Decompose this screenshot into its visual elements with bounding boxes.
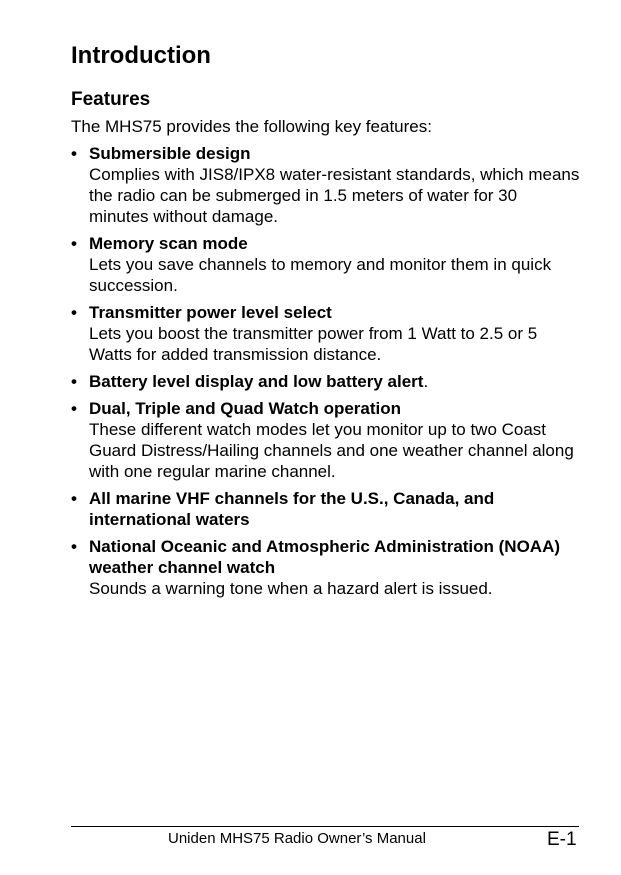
- bullet: •: [71, 372, 77, 391]
- feature-description: These different watch modes let you monitor up to two Coast Guard Distress/Hailing channels and one weather channel along with one regular marine channel.: [89, 420, 574, 481]
- page-title: Introduction: [71, 42, 211, 69]
- feature-name: Memory scan mode: [89, 234, 248, 253]
- feature-description: Sounds a warning tone when a hazard alert is issued.: [89, 579, 493, 598]
- feature-description: Lets you boost the transmitter power from 1 Watt to 2.5 or 5 Watts for added transmission distance.: [89, 324, 538, 364]
- feature-item-vhf-channels: [71, 488, 581, 530]
- footer-divider: [71, 826, 579, 827]
- feature-description: Lets you save channels to memory and monitor them in quick succession.: [89, 255, 552, 295]
- feature-item-memory-scan: [71, 233, 581, 296]
- feature-name: National Oceanic and Atmospheric Administration (NOAA) weather channel watch: [89, 537, 561, 577]
- bullet: •: [71, 303, 77, 322]
- intro-text: The MHS75 provides the following key features:: [71, 117, 432, 136]
- feature-name: Dual, Triple and Quad Watch operation: [89, 399, 402, 418]
- feature-name: Transmitter power level select: [89, 303, 332, 322]
- footer-manual-title: Uniden MHS75 Radio Owner’s Manual: [168, 830, 426, 847]
- feature-name: Submersible design: [89, 144, 251, 163]
- feature-item-watch-modes: [71, 398, 581, 482]
- bullet: •: [71, 234, 77, 253]
- page-number: E-1: [547, 829, 577, 850]
- feature-item-noaa: [71, 536, 581, 599]
- bullet: •: [71, 144, 77, 163]
- bullet: •: [71, 489, 77, 508]
- feature-list: [71, 143, 581, 605]
- feature-suffix: .: [423, 372, 429, 391]
- feature-description: Complies with JIS8/IPX8 water-resistant standards, which means the radio can be submerged in 1.5 meters of water for 30 minutes without damage.: [89, 165, 580, 226]
- section-heading-features: Features: [71, 89, 151, 110]
- feature-item-submersible: [71, 143, 581, 227]
- feature-name: All marine VHF channels for the U.S., Canada, and international waters: [89, 489, 495, 529]
- bullet: •: [71, 399, 77, 418]
- feature-item-power-level: [71, 302, 581, 365]
- bullet: •: [71, 537, 77, 556]
- feature-item-battery: [71, 371, 581, 392]
- feature-name: Battery level display and low battery alert: [89, 372, 424, 391]
